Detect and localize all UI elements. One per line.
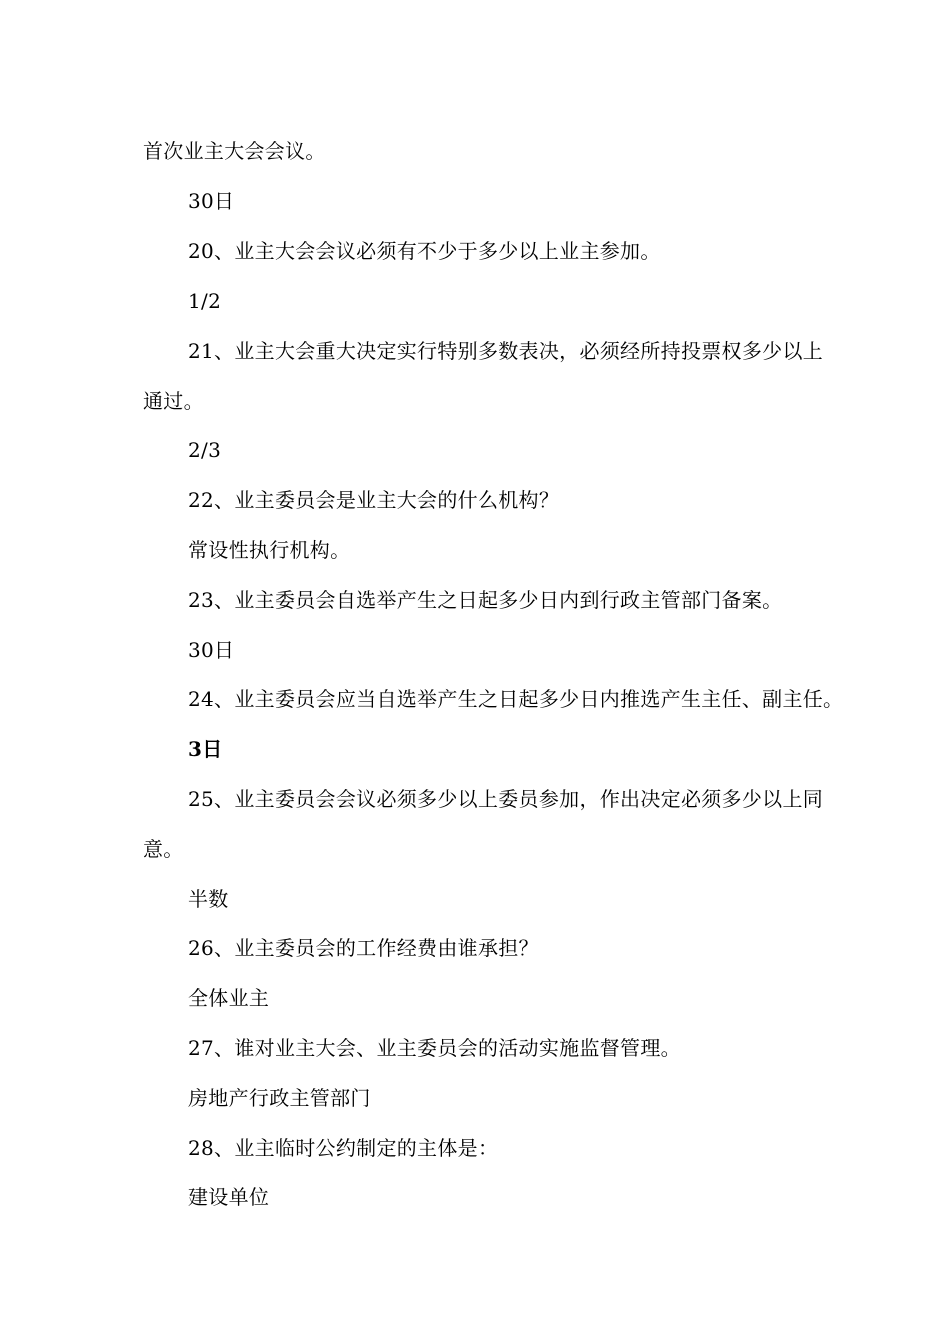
question-line-continuation: 通过。	[143, 389, 204, 413]
question-line: 20、业主大会会议必须有不少于多少以上业主参加。	[188, 239, 661, 263]
answer-line: 30日	[188, 189, 235, 213]
answer-line: 房地产行政主管部门	[188, 1086, 371, 1110]
question-line: 21、业主大会重大决定实行特别多数表决，必须经所持投票权多少以上	[188, 339, 824, 363]
question-line: 26、业主委员会的工作经费由谁承担？	[188, 936, 539, 960]
answer-line: 半数	[188, 887, 229, 911]
answer-line: 30日	[188, 638, 235, 662]
answer-line: 常设性执行机构。	[188, 538, 351, 562]
question-line: 24、业主委员会应当自选举产生之日起多少日内推选产生主任、副主任。	[188, 687, 844, 711]
question-line: 28、业主临时公约制定的主体是：	[188, 1136, 499, 1160]
question-line: 22、业主委员会是业主大会的什么机构？	[188, 488, 560, 512]
answer-line: 全体业主	[188, 986, 270, 1010]
question-line-continuation: 意。	[143, 837, 184, 861]
question-line: 25、业主委员会会议必须多少以上委员参加，作出决定必须多少以上同	[188, 787, 824, 811]
question-line: 23、业主委员会自选举产生之日起多少日内到行政主管部门备案。	[188, 588, 783, 612]
answer-line: 1/2	[188, 289, 222, 313]
answer-line: 3日	[188, 737, 223, 761]
question-line: 27、谁对业主大会、业主委员会的活动实施监督管理。	[188, 1036, 681, 1060]
text-line: 首次业主大会会议。	[143, 139, 326, 163]
answer-line: 建设单位	[188, 1185, 270, 1209]
answer-line: 2/3	[188, 438, 222, 462]
